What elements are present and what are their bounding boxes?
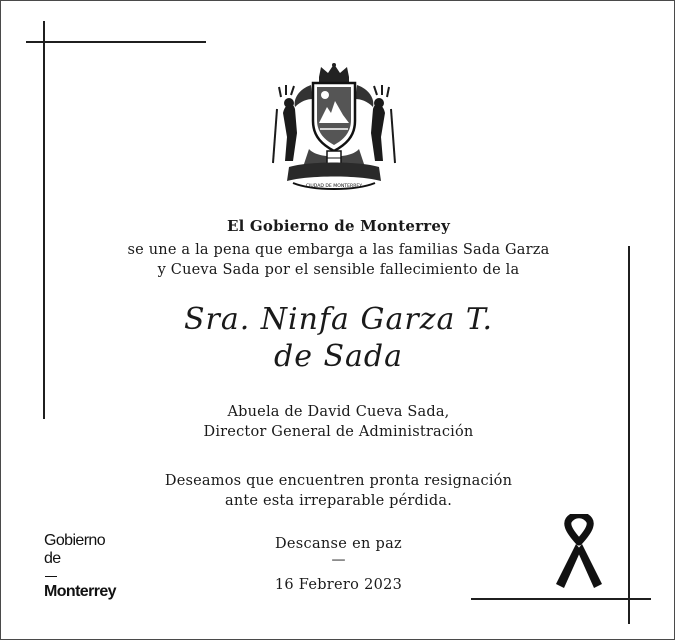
relation-text xyxy=(1,402,675,442)
notice-heading: El Gobierno de Monterrey xyxy=(226,217,451,235)
logo-line-monterrey: Monterrey xyxy=(44,583,116,600)
logo-line-gobierno: Gobierno xyxy=(44,532,106,549)
top-left-horizontal-rule xyxy=(26,41,206,43)
notice-date: 16 Febrero 2023 xyxy=(274,577,403,593)
condolence-line: ante esta irreparable pérdida. xyxy=(224,493,453,509)
logo-separator xyxy=(45,576,57,577)
notice-intro xyxy=(1,240,675,280)
relation-line: Abuela de David Cueva Sada, xyxy=(227,404,450,420)
separator-dash: — xyxy=(331,552,346,568)
crest-motto: CIUDAD DE MONTERREY xyxy=(305,184,363,189)
deceased-name-line: de Sada xyxy=(273,339,404,374)
intro-line: se une a la pena que embarga a las familias Sada Garza xyxy=(127,242,550,258)
deceased-name xyxy=(1,301,675,375)
intro-line: y Cueva Sada por el sensible fallecimiento de la xyxy=(157,262,520,278)
bottom-right-horizontal-rule xyxy=(471,598,651,600)
gobierno-monterrey-logo xyxy=(44,532,116,601)
relation-line: Director General de Administración xyxy=(203,424,474,440)
mourning-ribbon-icon xyxy=(550,514,608,590)
condolence-line: Deseamos que encuentren pronta resignación xyxy=(164,473,513,489)
condolence-text xyxy=(1,471,675,511)
coat-of-arms-icon xyxy=(269,63,399,195)
deceased-name-line: Sra. Ninfa Garza T. xyxy=(183,302,494,337)
logo-line-de: de xyxy=(44,550,61,567)
farewell-text: Descanse en paz xyxy=(275,536,402,552)
